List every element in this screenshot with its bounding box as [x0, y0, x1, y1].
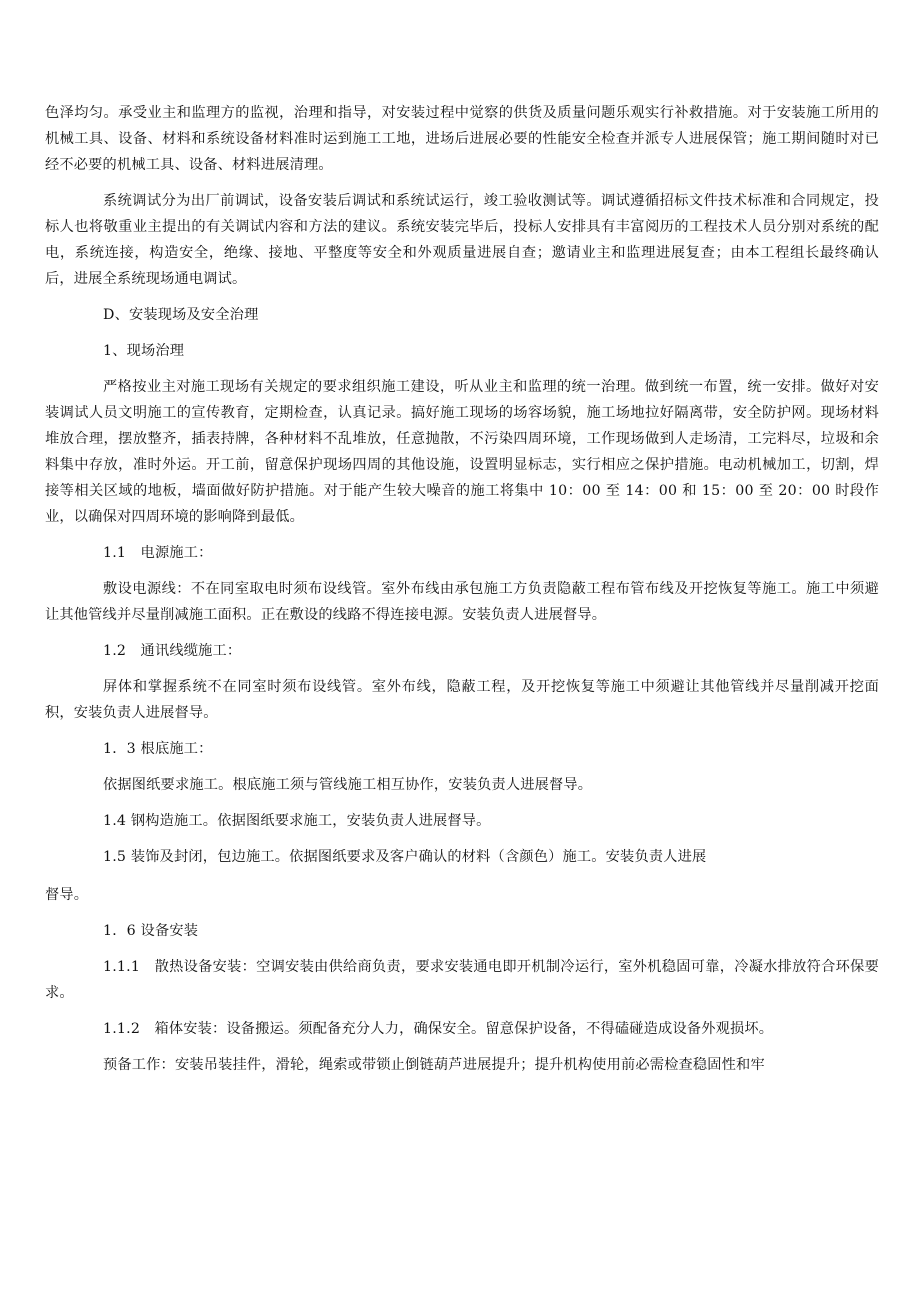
paragraph-material-handling: 色泽均匀。承受业主和监理方的监视，治理和指导，对安装过程中觉察的供货及质量问题乐观实行补救措施。对于安装施工所用的机械工具、设备、材料和系统设备材料准时运到施工工地，进场后进展必要的性能安全检查并派专人进展保管；施工期间随时对已经不必要的机械工具、设备、材料进展清理。 [45, 105, 879, 173]
heading-1-2-communication: 1.2 通讯线缆施工： [103, 643, 242, 659]
paragraph-foundation: 依据图纸要求施工。根底施工须与管线施工相互协作，安装负责人进展督导。 [103, 777, 593, 793]
paragraph-communication-cabling: 屏体和掌握系统不在同室时须布设线管。室外布线，隐蔽工程，及开挖恢复等施工中须避让其他管线并尽量削减开挖面积，安装负责人进展督导。 [45, 679, 879, 721]
paragraph-preparation-work: 预备工作：安装吊装挂件，滑轮，绳索或带锁止倒链葫芦进展提升；提升机构使用前必需检查稳固性和牢 [103, 1057, 765, 1073]
paragraph-cooling-equipment: 1.1.1 散热设备安装：空调安装由供给商负责，要求安装通电即开机制冷运行，室外机稳固可靠，冷凝水排放符合环保要求。 [45, 959, 879, 1001]
subsection-heading-1: 1、现场治理 [103, 343, 185, 359]
heading-1-6-equipment: 1．6 设备安装 [103, 923, 199, 939]
paragraph-power-cabling: 敷设电源线：不在同室取电时须布设线管。室外布线由承包施工方负责隐蔽工程布管布线及开挖恢复等施工。施工中须避让其他管线并尽量削减施工面积。正在敷设的线路不得连接电源。安装负责人进展督导。 [45, 581, 879, 623]
paragraph-system-debugging: 系统调试分为出厂前调试，设备安装后调试和系统试运行，竣工验收测试等。调试遵循招标文件技术标准和合同规定，投标人也将敬重业主提出的有关调试内容和方法的建议。系统安装完毕后，投标人安排具有丰富阅历的工程技术人员分别对系统的配电，系统连接，构造安全，绝缘、接地、平整度等安全和外观质量进展自查；邀请业主和监理进展复查；由本工程组长最终确认后，进展全系统现场通电调试。 [45, 193, 879, 287]
document-page [45, 100, 879, 1078]
paragraph-decoration: 1.5 装饰及封闭，包边施工。依据图纸要求及客户确认的材料（含颜色）施工。安装负责人进展 [103, 849, 707, 865]
paragraph-site-management: 严格按业主对施工现场有关规定的要求组织施工建设，听从业主和监理的统一治理。做到统一布置，统一安排。做好对安装调试人员文明施工的宣传教育，定期检查，认真记录。搞好施工现场的场容场貌，施工场地拉好隔离带，安全防护网。现场材料堆放合理，摆放整齐，插表持牌，各种材料不乱堆放，任意抛散，不污染四周环境，工作现场做到人走场清，工完料尽，垃圾和余料集中存放，准时外运。开工前，留意保护现场四周的其他设施，设置明显标志，实行相应之保护措施。电动机械加工，切割，焊接等相关区域的地板，墙面做好防护措施。对于能产生较大噪音的施工将集中 10：00 至 14：00 和 15：00 至 20：00 时段作业，以确保对四周环境的影响降到最低。 [45, 379, 879, 525]
paragraph-cabinet-installation: 1.1.2 箱体安装：设备搬运。须配备充分人力，确保安全。留意保护设备，不得磕碰造成设备外观损坏。 [103, 1021, 774, 1037]
heading-1-1-power: 1.1 电源施工： [103, 545, 213, 561]
section-heading-d: D、安装现场及安全治理 [103, 307, 259, 323]
paragraph-decoration-continuation: 督导。 [45, 887, 89, 903]
paragraph-steel-structure: 1.4 钢构造施工。依据图纸要求施工，安装负责人进展督导。 [103, 813, 491, 829]
heading-1-3-foundation: 1．3 根底施工： [103, 741, 213, 757]
